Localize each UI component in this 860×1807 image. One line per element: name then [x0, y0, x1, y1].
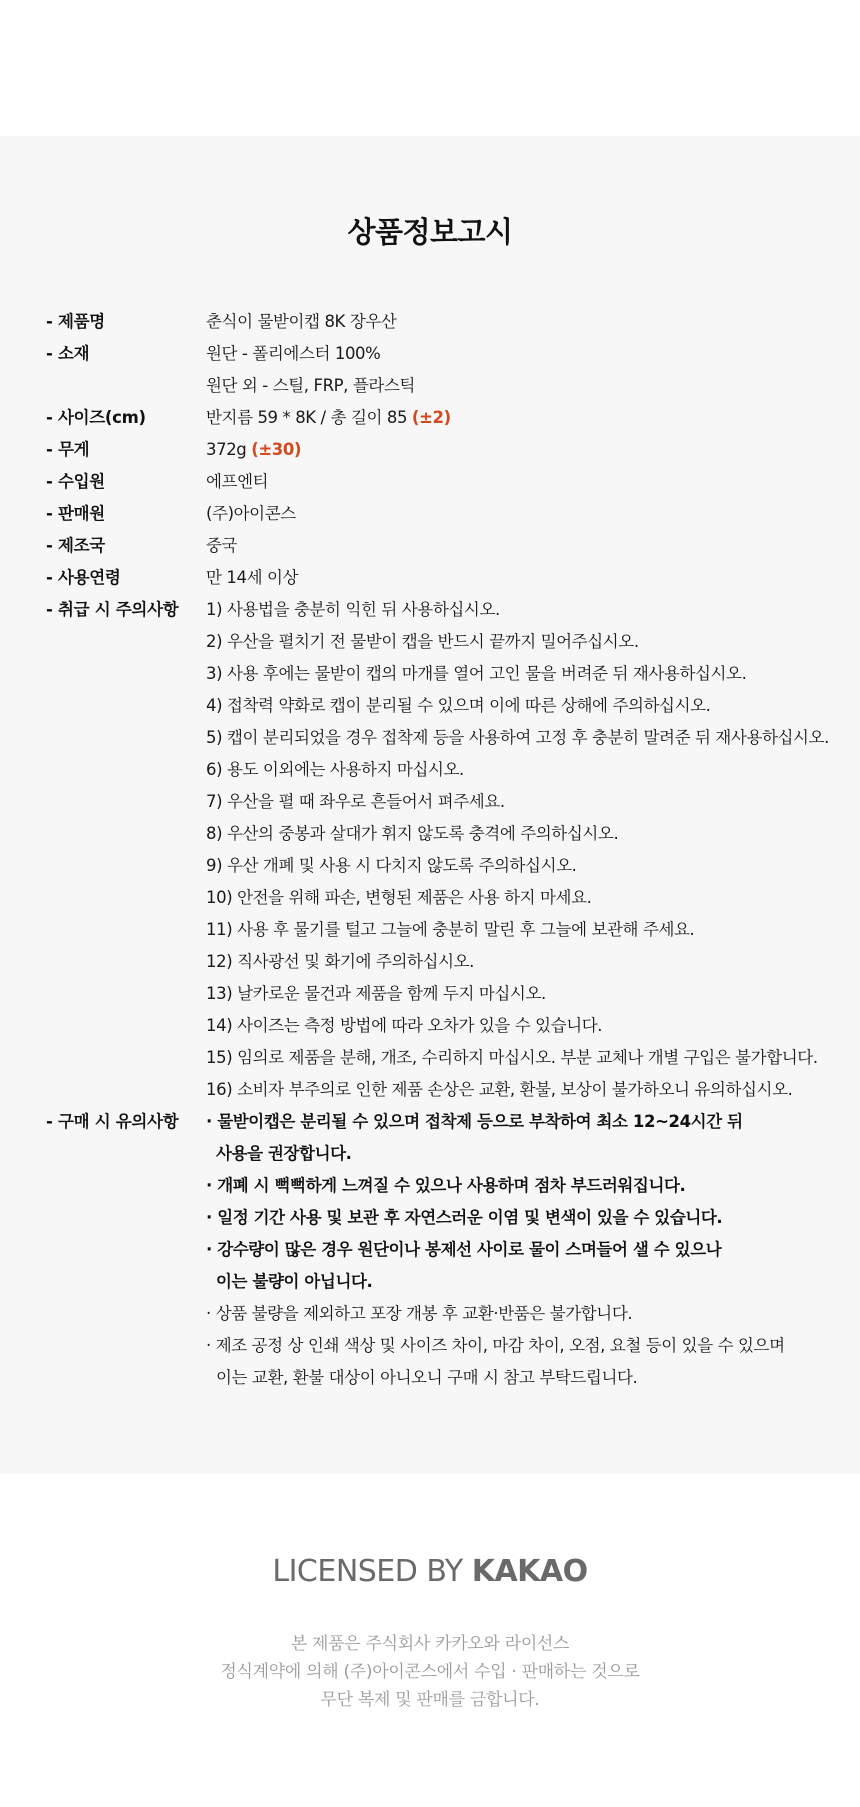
spec-value-text: 12) 직사광선 및 화기에 주의하십시오.	[206, 952, 475, 971]
spec-value-line	[206, 370, 836, 402]
spec-row	[46, 434, 836, 466]
spec-value-line	[206, 818, 836, 850]
spec-value-text: · 개폐 시 뻑뻑하게 느껴질 수 있으나 사용하며 점차 부드러워집니다.	[206, 1176, 686, 1195]
spec-value-line	[206, 1010, 836, 1042]
spec-value-line	[206, 530, 836, 562]
spec-label: - 구매 시 유의사항	[46, 1112, 179, 1131]
spec-value-text: 372g	[206, 440, 252, 459]
spec-value-line	[206, 562, 836, 594]
spec-label: - 사이즈(cm)	[46, 408, 146, 427]
spec-value-line	[206, 1106, 836, 1138]
spec-value-text: 원단 - 폴리에스터 100%	[206, 344, 381, 363]
spec-value-text: (주)아이콘스	[206, 504, 296, 523]
spec-values	[206, 562, 836, 594]
spec-value-text: 15) 임의로 제품을 분해, 개조, 수리하지 마십시오. 부분 교체나 개별 구입은 불가합니다.	[206, 1048, 818, 1067]
spec-values	[206, 434, 836, 466]
spec-values	[206, 338, 836, 402]
spec-value-line	[206, 1042, 836, 1074]
spec-value-line	[206, 786, 836, 818]
spec-value-text: 14) 사이즈는 측정 방법에 따라 오차가 있을 수 있습니다.	[206, 1016, 603, 1035]
spec-values	[206, 498, 836, 530]
spec-value-text: 2) 우산을 펼치기 전 물받이 캡을 반드시 끝까지 밀어주십시오.	[206, 632, 639, 651]
spec-value-text: 13) 날카로운 물건과 제품을 함께 두지 마십시오.	[206, 984, 546, 1003]
tolerance-value: (±2)	[411, 408, 451, 427]
spec-row	[46, 1106, 836, 1394]
spec-value-text: 중국	[206, 536, 238, 555]
spec-value-line	[206, 914, 836, 946]
spec-row	[46, 498, 836, 530]
tolerance-value: (±30)	[251, 440, 302, 459]
spec-value-text: · 일정 기간 사용 및 보관 후 자연스러운 이염 및 변색이 있을 수 있습니다.	[206, 1208, 723, 1227]
spec-value-text: 만 14세 이상	[206, 568, 299, 587]
spec-value-text: · 강수량이 많은 경우 원단이나 봉제선 사이로 물이 스며들어 샐 수 있으나	[206, 1240, 722, 1259]
spec-row	[46, 594, 836, 1106]
spec-row	[46, 338, 836, 402]
spec-value-text: 이는 교환, 환불 대상이 아니오니 구매 시 참고 부탁드립니다.	[216, 1368, 638, 1387]
spec-value-line	[206, 1362, 836, 1394]
license-title-brand: KAKAO	[471, 1554, 588, 1589]
spec-value-text: 사용을 권장합니다.	[216, 1144, 352, 1163]
spec-value-line	[206, 882, 836, 914]
spec-row	[46, 530, 836, 562]
spec-label: - 취급 시 주의사항	[46, 600, 179, 619]
spec-value-line	[206, 658, 836, 690]
spec-value-line	[206, 1330, 836, 1362]
spec-value-text: 반지름 59 * 8K / 총 길이 85	[206, 408, 412, 427]
spec-value-line	[206, 434, 836, 466]
spec-label: - 제품명	[46, 312, 105, 331]
spec-value-text: 춘식이 물받이캡 8K 장우산	[206, 312, 397, 331]
spec-value-line	[206, 1138, 836, 1170]
spec-value-line	[206, 402, 836, 434]
spec-values	[206, 466, 836, 498]
spec-value-line	[206, 466, 836, 498]
top-spacer	[0, 0, 860, 136]
spec-value-line	[206, 306, 836, 338]
spec-value-line	[206, 978, 836, 1010]
spec-value-line	[206, 1298, 836, 1330]
spec-value-text: 3) 사용 후에는 물받이 캡의 마개를 열어 고인 물을 버려준 뒤 재사용하십시오.	[206, 664, 747, 683]
spec-value-line	[206, 722, 836, 754]
spec-value-line	[206, 1266, 836, 1298]
spec-value-line	[206, 1170, 836, 1202]
license-title-light: LICENSED BY	[272, 1554, 472, 1589]
spec-row	[46, 402, 836, 434]
spec-values	[206, 530, 836, 562]
spec-label: - 무게	[46, 440, 90, 459]
spec-label: - 사용연령	[46, 568, 121, 587]
license-text	[0, 1630, 860, 1714]
spec-row	[46, 466, 836, 498]
spec-value-text: 1) 사용법을 충분히 익힌 뒤 사용하십시오.	[206, 600, 500, 619]
spec-value-text: 이는 불량이 아닙니다.	[216, 1272, 373, 1291]
spec-values	[206, 402, 836, 434]
license-section	[0, 1552, 860, 1714]
spec-value-text: 10) 안전을 위해 파손, 변형된 제품은 사용 하지 마세요.	[206, 888, 592, 907]
spec-value-text: · 물받이캡은 분리될 수 있으며 접착제 등으로 부착하여 최소 12~24시간 뒤	[206, 1112, 743, 1131]
spec-value-line	[206, 1234, 836, 1266]
spec-values	[206, 594, 836, 1106]
spec-value-line	[206, 1074, 836, 1106]
spec-value-text: 6) 용도 이외에는 사용하지 마십시오.	[206, 760, 464, 779]
spec-value-text: 7) 우산을 펼 때 좌우로 흔들어서 펴주세요.	[206, 792, 505, 811]
spec-label: - 소재	[46, 344, 90, 363]
spec-label: - 수입원	[46, 472, 105, 491]
spec-table	[46, 306, 836, 1394]
license-line: 본 제품은 주식회사 카카오와 라이선스	[290, 1634, 570, 1654]
license-title	[0, 1552, 860, 1592]
spec-value-line	[206, 594, 836, 626]
spec-value-text: 11) 사용 후 물기를 털고 그늘에 충분히 말린 후 그늘에 보관해 주세요.	[206, 920, 695, 939]
spec-value-line	[206, 338, 836, 370]
spec-value-line	[206, 946, 836, 978]
spec-value-line	[206, 498, 836, 530]
spec-value-text: 원단 외 - 스틸, FRP, 플라스틱	[206, 376, 416, 395]
spec-value-line	[206, 1202, 836, 1234]
license-line: 무단 복제 및 판매를 금합니다.	[320, 1690, 540, 1710]
spec-values	[206, 306, 836, 338]
spec-label: - 제조국	[46, 536, 105, 555]
spec-value-text: 4) 접착력 약화로 캡이 분리될 수 있으며 이에 따른 상해에 주의하십시오.	[206, 696, 711, 715]
spec-value-text: 9) 우산 개폐 및 사용 시 다치지 않도록 주의하십시오.	[206, 856, 577, 875]
spec-value-text: 에프엔티	[206, 472, 269, 491]
spec-value-line	[206, 690, 836, 722]
spec-value-line	[206, 754, 836, 786]
spec-value-text: 16) 소비자 부주의로 인한 제품 손상은 교환, 환불, 보상이 불가하오니 유의하십시오.	[206, 1080, 793, 1099]
spec-value-line	[206, 626, 836, 658]
spec-row	[46, 306, 836, 338]
spec-row	[46, 562, 836, 594]
section-title: 상품정보고시	[347, 215, 513, 249]
spec-value-text: · 상품 불량을 제외하고 포장 개봉 후 교환·반품은 불가합니다.	[206, 1304, 633, 1323]
spec-value-text: · 제조 공정 상 인쇄 색상 및 사이즈 차이, 마감 차이, 오점, 요철 등이 있을 수 있으며	[206, 1336, 785, 1355]
spec-value-text: 8) 우산의 중봉과 살대가 휘지 않도록 충격에 주의하십시오.	[206, 824, 619, 843]
spec-value-text: 5) 캡이 분리되었을 경우 접착제 등을 사용하여 고정 후 충분히 말려준 뒤 재사용하십시오.	[206, 728, 829, 747]
spec-label: - 판매원	[46, 504, 105, 523]
license-line: 정식계약에 의해 (주)아이콘스에서 수입 · 판매하는 것으로	[220, 1662, 640, 1682]
product-info-notice	[0, 136, 860, 1474]
spec-values	[206, 1106, 836, 1394]
spec-value-line	[206, 850, 836, 882]
